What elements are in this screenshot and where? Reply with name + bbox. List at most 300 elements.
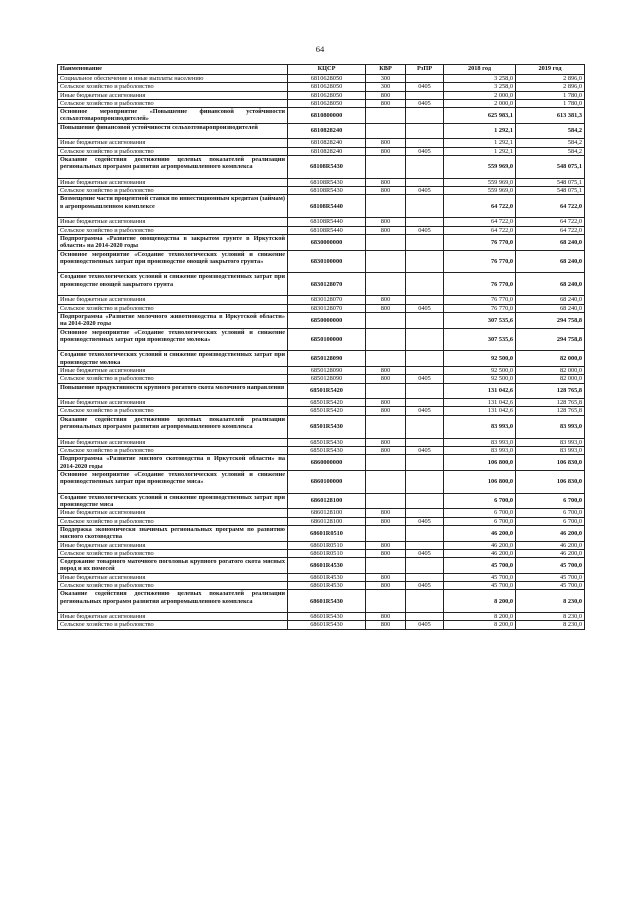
table-row [58, 178, 585, 186]
cell-name: Сельское хозяйство и рыболовство [58, 226, 288, 234]
header-name: Наименование [58, 65, 288, 75]
cell-kcsr: 68601R0510 [288, 541, 366, 549]
cell-2019: 613 381,3 [516, 108, 585, 124]
cell-2018: 6 700,0 [444, 509, 516, 517]
cell-kvr: 800 [366, 399, 406, 407]
cell-rzpr [406, 250, 444, 273]
cell-name: Сельское хозяйство и рыболовство [58, 83, 288, 91]
cell-2019: 8 230,0 [516, 590, 585, 613]
cell-kcsr: 6850128090 [288, 366, 366, 374]
cell-kcsr: 68501R5430 [288, 438, 366, 446]
cell-2018: 131 042,6 [444, 399, 516, 407]
table-row [58, 366, 585, 374]
cell-name: Подпрограмма «Развитие овощеводства в закрытом грунте в Иркутской области» на 2014-2020 годы [58, 234, 288, 250]
cell-kcsr: 68601R0510 [288, 525, 366, 541]
cell-2018: 106 800,0 [444, 455, 516, 471]
cell-kvr [366, 383, 406, 399]
cell-name: Создание технологических условий и снижение производственных затрат при производстве молока [58, 351, 288, 367]
cell-kvr: 300 [366, 75, 406, 83]
cell-kcsr: 6810628050 [288, 99, 366, 107]
cell-2018: 559 969,0 [444, 155, 516, 178]
cell-kvr: 800 [366, 541, 406, 549]
cell-2019: 106 830,0 [516, 470, 585, 493]
cell-2019: 1 780,0 [516, 91, 585, 99]
cell-rzpr [406, 312, 444, 328]
cell-kvr [366, 590, 406, 613]
cell-rzpr: 0405 [406, 226, 444, 234]
cell-rzpr: 0405 [406, 407, 444, 415]
cell-name: Возмещение части процентной ставки по инвестиционным кредитам (займам) в агропромышленном комплексе [58, 195, 288, 218]
cell-2019: 548 075,1 [516, 178, 585, 186]
cell-name: Оказание содействия достижению целевых показателей реализации региональных программ развития агропромышленного комплекса [58, 590, 288, 613]
cell-2018: 8 200,0 [444, 613, 516, 621]
cell-2019: 82 000,0 [516, 366, 585, 374]
cell-kvr: 800 [366, 573, 406, 581]
cell-rzpr [406, 470, 444, 493]
cell-2018: 8 200,0 [444, 590, 516, 613]
cell-kcsr: 68108R5430 [288, 155, 366, 178]
cell-rzpr [406, 415, 444, 438]
table-row [58, 108, 585, 124]
cell-kcsr: 6850100000 [288, 328, 366, 351]
cell-kcsr: 68108R5440 [288, 218, 366, 226]
cell-name: Поддержка экономически значимых региональных программ по развитию мясного скотоводства [58, 525, 288, 541]
table-row [58, 582, 585, 590]
budget-table [57, 64, 585, 630]
cell-name: Создание технологических условий и снижение производственных затрат при производстве овощей закрытого грунта [58, 273, 288, 296]
cell-kvr: 800 [366, 187, 406, 195]
cell-2019: 548 075,1 [516, 155, 585, 178]
table-row [58, 525, 585, 541]
table-row [58, 438, 585, 446]
cell-kcsr: 6830128070 [288, 304, 366, 312]
cell-name: Сельское хозяйство и рыболовство [58, 446, 288, 454]
cell-rzpr [406, 590, 444, 613]
cell-name: Повышение финансовой устойчивости сельхозтоваропроизводителей [58, 123, 288, 139]
cell-2019: 64 722,0 [516, 195, 585, 218]
table-row [58, 147, 585, 155]
table-row [58, 155, 585, 178]
cell-rzpr [406, 328, 444, 351]
cell-2018: 3 258,0 [444, 75, 516, 83]
cell-2018: 83 993,0 [444, 438, 516, 446]
cell-2019: 82 000,0 [516, 351, 585, 367]
cell-name: Социальное обеспечение и иные выплаты населению [58, 75, 288, 83]
cell-kcsr: 6810828240 [288, 147, 366, 155]
cell-kcsr: 6860128100 [288, 493, 366, 509]
table-row [58, 549, 585, 557]
cell-kvr: 800 [366, 147, 406, 155]
cell-kcsr: 6830128070 [288, 273, 366, 296]
cell-2018: 83 993,0 [444, 446, 516, 454]
table-row [58, 383, 585, 399]
cell-2018: 2 000,0 [444, 91, 516, 99]
cell-2019: 82 000,0 [516, 375, 585, 383]
cell-kvr: 800 [366, 304, 406, 312]
cell-rzpr: 0405 [406, 517, 444, 525]
cell-name: Основное мероприятие «Создание технологических условий и снижение производственных затрат при производстве овощей закрытого грунта» [58, 250, 288, 273]
cell-rzpr: 0405 [406, 147, 444, 155]
cell-2018: 106 800,0 [444, 470, 516, 493]
cell-rzpr [406, 541, 444, 549]
cell-2019: 6 700,0 [516, 493, 585, 509]
cell-kvr: 800 [366, 613, 406, 621]
cell-kcsr: 6810628050 [288, 75, 366, 83]
cell-rzpr [406, 573, 444, 581]
cell-2019: 294 758,8 [516, 312, 585, 328]
cell-kcsr: 6850000000 [288, 312, 366, 328]
cell-kcsr: 6830100000 [288, 250, 366, 273]
table-row [58, 226, 585, 234]
cell-2019: 83 993,0 [516, 438, 585, 446]
cell-name: Сельское хозяйство и рыболовство [58, 375, 288, 383]
cell-2018: 92 500,0 [444, 351, 516, 367]
cell-rzpr [406, 139, 444, 147]
cell-name: Иные бюджетные ассигнования [58, 399, 288, 407]
cell-kvr [366, 455, 406, 471]
cell-name: Подпрограмма «Развитие мясного скотоводства в Иркутской области» на 2014-2020 годы [58, 455, 288, 471]
cell-kvr [366, 312, 406, 328]
cell-2019: 128 765,8 [516, 383, 585, 399]
cell-2018: 6 700,0 [444, 517, 516, 525]
cell-2018: 46 200,0 [444, 525, 516, 541]
cell-kvr: 800 [366, 366, 406, 374]
cell-kcsr: 68501R5430 [288, 446, 366, 454]
table-row [58, 75, 585, 83]
cell-rzpr [406, 155, 444, 178]
cell-kvr [366, 493, 406, 509]
cell-name: Содержание товарного маточного поголовья крупного рогатого скота мясных пород и их помесей [58, 558, 288, 574]
cell-rzpr [406, 234, 444, 250]
table-row [58, 446, 585, 454]
cell-2018: 92 500,0 [444, 375, 516, 383]
table-row [58, 455, 585, 471]
cell-2018: 46 200,0 [444, 549, 516, 557]
cell-rzpr [406, 351, 444, 367]
cell-kvr: 800 [366, 375, 406, 383]
cell-2019: 68 240,0 [516, 273, 585, 296]
cell-rzpr [406, 613, 444, 621]
cell-2019: 548 075,1 [516, 187, 585, 195]
cell-kvr [366, 558, 406, 574]
cell-kcsr: 68601R5430 [288, 621, 366, 629]
cell-rzpr: 0405 [406, 187, 444, 195]
table-row [58, 83, 585, 91]
cell-2018: 8 200,0 [444, 621, 516, 629]
cell-2018: 559 969,0 [444, 187, 516, 195]
cell-kvr: 800 [366, 218, 406, 226]
cell-rzpr [406, 525, 444, 541]
cell-2018: 76 770,0 [444, 273, 516, 296]
cell-2018: 76 770,0 [444, 250, 516, 273]
cell-2018: 64 722,0 [444, 226, 516, 234]
cell-kcsr: 6860000000 [288, 455, 366, 471]
header-rzpr: РзПР [406, 65, 444, 75]
cell-kcsr: 6810628050 [288, 83, 366, 91]
cell-2018: 76 770,0 [444, 296, 516, 304]
cell-2019: 83 993,0 [516, 415, 585, 438]
cell-name: Иные бюджетные ассигнования [58, 139, 288, 147]
cell-name: Оказание содействия достижению целевых показателей реализации региональных программ развития агропромышленного комплекса [58, 155, 288, 178]
cell-2018: 1 292,1 [444, 123, 516, 139]
table-row [58, 312, 585, 328]
cell-kvr: 800 [366, 296, 406, 304]
cell-kcsr: 68501R5420 [288, 399, 366, 407]
table-row [58, 234, 585, 250]
cell-rzpr [406, 558, 444, 574]
cell-kcsr: 6810628050 [288, 91, 366, 99]
cell-name: Сельское хозяйство и рыболовство [58, 621, 288, 629]
cell-2018: 76 770,0 [444, 304, 516, 312]
cell-2019: 46 200,0 [516, 541, 585, 549]
cell-2019: 2 896,0 [516, 83, 585, 91]
cell-2018: 3 258,0 [444, 83, 516, 91]
cell-2018: 92 500,0 [444, 366, 516, 374]
cell-kcsr: 6830000000 [288, 234, 366, 250]
cell-rzpr [406, 383, 444, 399]
table-row [58, 273, 585, 296]
cell-name: Иные бюджетные ассигнования [58, 438, 288, 446]
cell-kvr [366, 351, 406, 367]
cell-2019: 106 830,0 [516, 455, 585, 471]
cell-kcsr: 68601R0510 [288, 549, 366, 557]
cell-name: Основное мероприятие «Повышение финансовой устойчивости сельхозтоваропроизводителей» [58, 108, 288, 124]
cell-kvr [366, 123, 406, 139]
cell-rzpr: 0405 [406, 375, 444, 383]
cell-name: Иные бюджетные ассигнования [58, 509, 288, 517]
cell-rzpr: 0405 [406, 99, 444, 107]
cell-2019: 6 700,0 [516, 509, 585, 517]
cell-kcsr: 6810828240 [288, 123, 366, 139]
cell-name: Создание технологических условий и снижение производственных затрат при производстве мяса [58, 493, 288, 509]
cell-kvr: 800 [366, 407, 406, 415]
cell-2019: 83 993,0 [516, 446, 585, 454]
cell-2019: 584,2 [516, 139, 585, 147]
cell-rzpr: 0405 [406, 304, 444, 312]
cell-2018: 1 292,1 [444, 147, 516, 155]
cell-2018: 307 535,6 [444, 328, 516, 351]
cell-name: Основное мероприятие «Создание технологических условий и снижение производственных затрат при производстве молока» [58, 328, 288, 351]
table-row [58, 195, 585, 218]
cell-kvr [366, 273, 406, 296]
table-row [58, 493, 585, 509]
cell-rzpr [406, 399, 444, 407]
cell-kcsr: 68601R5430 [288, 613, 366, 621]
table-row [58, 399, 585, 407]
cell-2019: 45 700,0 [516, 582, 585, 590]
cell-2018: 2 000,0 [444, 99, 516, 107]
cell-name: Сельское хозяйство и рыболовство [58, 582, 288, 590]
cell-kcsr: 68108R5430 [288, 187, 366, 195]
cell-name: Сельское хозяйство и рыболовство [58, 304, 288, 312]
cell-kvr [366, 525, 406, 541]
cell-2018: 64 722,0 [444, 195, 516, 218]
cell-2019: 46 200,0 [516, 549, 585, 557]
cell-2018: 76 770,0 [444, 234, 516, 250]
table-row [58, 218, 585, 226]
cell-kvr [366, 470, 406, 493]
cell-kvr [366, 328, 406, 351]
table-row [58, 509, 585, 517]
cell-2019: 128 765,8 [516, 407, 585, 415]
cell-name: Иные бюджетные ассигнования [58, 366, 288, 374]
table-row [58, 123, 585, 139]
cell-rzpr [406, 195, 444, 218]
cell-kvr: 800 [366, 139, 406, 147]
cell-2019: 8 230,0 [516, 621, 585, 629]
cell-name: Сельское хозяйство и рыболовство [58, 549, 288, 557]
table-row [58, 407, 585, 415]
table-row [58, 375, 585, 383]
cell-name: Основное мероприятие «Создание технологических условий и снижение производственных затрат при производстве мяса» [58, 470, 288, 493]
cell-rzpr: 0405 [406, 582, 444, 590]
cell-rzpr [406, 123, 444, 139]
cell-2018: 83 993,0 [444, 415, 516, 438]
table-row [58, 296, 585, 304]
cell-2019: 64 722,0 [516, 218, 585, 226]
cell-name: Оказание содействия достижению целевых показателей реализации региональных программ развития агропромышленного комплекса [58, 415, 288, 438]
table-header-row [58, 65, 585, 75]
cell-2018: 45 700,0 [444, 558, 516, 574]
cell-rzpr [406, 178, 444, 186]
cell-name: Сельское хозяйство и рыболовство [58, 187, 288, 195]
header-2019: 2019 год [516, 65, 585, 75]
cell-2019: 584,2 [516, 147, 585, 155]
cell-kcsr: 68108R5440 [288, 195, 366, 218]
cell-kcsr: 6850128090 [288, 375, 366, 383]
table-row [58, 250, 585, 273]
cell-kvr: 800 [366, 509, 406, 517]
cell-rzpr [406, 75, 444, 83]
table-row [58, 351, 585, 367]
cell-kvr [366, 195, 406, 218]
cell-kvr [366, 415, 406, 438]
cell-name: Сельское хозяйство и рыболовство [58, 147, 288, 155]
header-2018: 2018 год [444, 65, 516, 75]
cell-2018: 625 983,1 [444, 108, 516, 124]
table-row [58, 621, 585, 629]
cell-name: Иные бюджетные ассигнования [58, 541, 288, 549]
cell-2018: 45 700,0 [444, 582, 516, 590]
cell-2019: 68 240,0 [516, 296, 585, 304]
cell-2018: 6 700,0 [444, 493, 516, 509]
cell-kvr: 800 [366, 549, 406, 557]
cell-rzpr: 0405 [406, 446, 444, 454]
cell-2019: 68 240,0 [516, 234, 585, 250]
cell-kvr: 800 [366, 178, 406, 186]
cell-name: Подпрограмма «Развитие молочного животноводства в Иркутской области» на 2014-2020 годы [58, 312, 288, 328]
cell-2019: 45 700,0 [516, 573, 585, 581]
cell-name: Иные бюджетные ассигнования [58, 296, 288, 304]
cell-kvr: 800 [366, 446, 406, 454]
cell-kcsr: 68108R5430 [288, 178, 366, 186]
cell-rzpr [406, 218, 444, 226]
cell-kcsr: 6810828240 [288, 139, 366, 147]
cell-2019: 46 200,0 [516, 525, 585, 541]
table-row [58, 304, 585, 312]
cell-2019: 294 758,8 [516, 328, 585, 351]
page-number: 64 [315, 44, 325, 54]
cell-2018: 64 722,0 [444, 218, 516, 226]
cell-rzpr [406, 509, 444, 517]
cell-kcsr: 68601R4530 [288, 582, 366, 590]
table-row [58, 415, 585, 438]
cell-kvr: 800 [366, 438, 406, 446]
cell-kcsr: 68501R5430 [288, 415, 366, 438]
cell-name: Сельское хозяйство и рыболовство [58, 99, 288, 107]
cell-2019: 128 765,8 [516, 399, 585, 407]
cell-2018: 559 969,0 [444, 178, 516, 186]
cell-rzpr [406, 455, 444, 471]
cell-2019: 1 780,0 [516, 99, 585, 107]
cell-rzpr [406, 438, 444, 446]
table-row [58, 470, 585, 493]
cell-2019: 64 722,0 [516, 226, 585, 234]
cell-kvr [366, 234, 406, 250]
cell-rzpr [406, 296, 444, 304]
cell-kcsr: 6850128090 [288, 351, 366, 367]
cell-kcsr: 68501R5420 [288, 383, 366, 399]
cell-name: Иные бюджетные ассигнования [58, 613, 288, 621]
cell-name: Иные бюджетные ассигнования [58, 218, 288, 226]
table-row [58, 517, 585, 525]
cell-kvr: 800 [366, 226, 406, 234]
table-row [58, 573, 585, 581]
table-row [58, 328, 585, 351]
cell-name: Сельское хозяйство и рыболовство [58, 407, 288, 415]
cell-kcsr: 68108R5440 [288, 226, 366, 234]
cell-name: Сельское хозяйство и рыболовство [58, 517, 288, 525]
cell-rzpr [406, 273, 444, 296]
cell-kvr: 800 [366, 517, 406, 525]
cell-2019: 68 240,0 [516, 250, 585, 273]
cell-2018: 46 200,0 [444, 541, 516, 549]
table-row [58, 541, 585, 549]
cell-rzpr [406, 91, 444, 99]
header-kvr: КВР [366, 65, 406, 75]
cell-rzpr [406, 366, 444, 374]
cell-2018: 45 700,0 [444, 573, 516, 581]
cell-kcsr: 68601R4530 [288, 573, 366, 581]
table-row [58, 187, 585, 195]
table-body [58, 75, 585, 630]
table-row [58, 91, 585, 99]
cell-name: Иные бюджетные ассигнования [58, 91, 288, 99]
cell-2019: 45 700,0 [516, 558, 585, 574]
cell-kcsr: 68601R4530 [288, 558, 366, 574]
cell-kcsr: 6860128100 [288, 509, 366, 517]
cell-name: Повышение продуктивности крупного рогатого скота молочного направления [58, 383, 288, 399]
cell-rzpr [406, 108, 444, 124]
cell-name: Иные бюджетные ассигнования [58, 573, 288, 581]
cell-kvr: 800 [366, 99, 406, 107]
table-row [58, 139, 585, 147]
cell-kvr [366, 108, 406, 124]
cell-kcsr: 6860128100 [288, 517, 366, 525]
cell-rzpr [406, 493, 444, 509]
cell-kvr: 800 [366, 621, 406, 629]
cell-2019: 8 230,0 [516, 613, 585, 621]
cell-2018: 307 535,6 [444, 312, 516, 328]
cell-kcsr: 6860100000 [288, 470, 366, 493]
cell-rzpr: 0405 [406, 549, 444, 557]
cell-kvr [366, 155, 406, 178]
cell-2019: 584,2 [516, 123, 585, 139]
cell-kcsr: 68601R5430 [288, 590, 366, 613]
cell-kcsr: 6830128070 [288, 296, 366, 304]
cell-kvr: 800 [366, 582, 406, 590]
table-row [58, 99, 585, 107]
